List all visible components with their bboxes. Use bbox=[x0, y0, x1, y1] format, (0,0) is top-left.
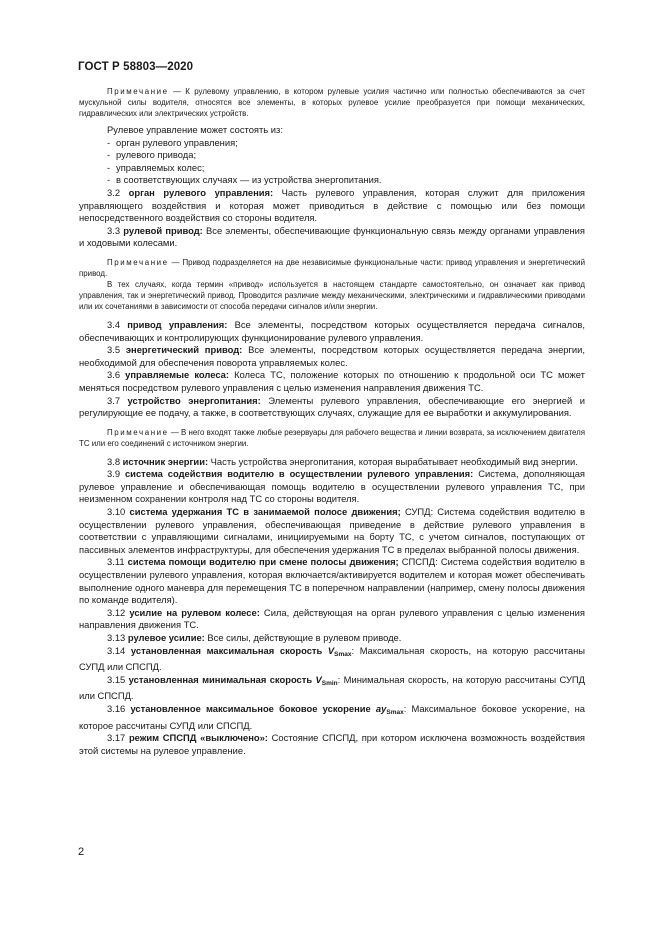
definition-3-2: 3.2 орган рулевого управления: Часть рулевого управления, которая служит для приложения управляющего воздействия и которая может приводиться в действие с помощью или без помощи непосредственного воздействия со стороны водителя. bbox=[79, 186, 586, 224]
definition-3-16: 3.16 установленное максимальное боковое ускорение $ay_{Smax}$: Максимальное боковое ускорение, на которое рассчитаны СУПД или СПСПД. bbox=[79, 702, 586, 731]
document-body bbox=[79, 86, 585, 757]
page-number: 2 bbox=[78, 846, 85, 858]
note-energy-supply: Примечание — В него входят также любые резервуары для рабочего вещества и линии возврата, за исключением двигателя ТС или его соединений с источником энергии. bbox=[79, 427, 585, 448]
list-item: - орган рулевого управления; bbox=[107, 136, 238, 148]
note-steering: Примечание — К рулевому управлению, в котором рулевые усилия частично или полностью обеспечиваются за счет мускульной силы водителя, относятся все элементы, в которых рулевое усилие преобразуется при помощи механических, гидравлических или электрических устройств. bbox=[79, 87, 585, 118]
note-label: Примечание bbox=[107, 257, 169, 267]
definition-3-4: 3.4 привод управления: Все элементы, посредством которых осуществляется передача сигналов, обеспечивающих и контролирующих функционирование рулевого управления. bbox=[79, 318, 585, 343]
list-item: - рулевого привода; bbox=[107, 149, 197, 161]
definition-3-9: 3.9 система содействия водителю в осуществлении рулевого управления: Система, дополняющая рулевое управление и обеспечивающая помощь водителю в осуществлении рулевого управления ТС, при неизменном сохранении контроля над ТС со стороны водителя. bbox=[79, 468, 586, 505]
note-label: Примечание bbox=[107, 87, 169, 96]
list-item: - управляемых колес; bbox=[107, 161, 205, 173]
definition-3-17: 3.17 режим СПСПД «выключено»: Состояние СПСПД, при котором исключена возможность воздействия этой системы на рулевое управление. bbox=[79, 732, 586, 756]
definition-3-5: 3.5 энергетический привод: Все элементы, посредством которых осуществляется передача энергии, необходимой для обеспечения поворота управляемых колес. bbox=[79, 344, 585, 368]
note-drive-continued: В тех случаях, когда термин «привод» используется в настоящем стандарте самостоятельно, он означает как привод управления, так и энергетический привод. Проводится различие между механическими, электрическими и гидравлическими приводами или их сочетаниями в зависимости от способа передачи сигналов и/или энергии. bbox=[79, 279, 585, 311]
definition-3-8: 3.8 источник энергии: Часть устройства энергопитания, которая вырабатывает необходимый вид энергии. bbox=[107, 455, 578, 467]
note-drive: Примечание — Привод подразделяется на две независимые функциональные части: привод управления и энергетический привод. bbox=[79, 257, 585, 278]
paragraph-intro: Рулевое управление может состоять из: bbox=[107, 124, 283, 135]
definition-3-7: 3.7 устройство энергопитания: Элементы рулевого управления, обеспечивающие его энергией и регулирующие ее подачу, а также, в соответствующих случаях, служащие для ее выработки и аккумулирования. bbox=[79, 394, 585, 419]
definition-3-15: 3.15 установленная минимальная скорость $V_{Smin}$: Минимальная скорость, на которую рассчитаны СУПД или СПСПД. bbox=[79, 673, 585, 702]
definition-3-11: 3.11 система помощи водителю при смене полосы движения; СПСПД: Система содействия водителю в осуществлении рулевого управления, которая включается/активируется водителем и которая может обеспечивать выполнение одного маневра для перемещения ТС в поперечном направлении (например, смену полосы движения по команде водителя). bbox=[79, 556, 585, 606]
definition-3-14: 3.14 установленная максимальная скорость $V_{Smax}$: Максимальная скорость, на которую рассчитаны СУПД или СПСПД. bbox=[79, 644, 585, 673]
note-label: Примечание bbox=[107, 427, 169, 437]
document-header: ГОСТ Р 58803—2020 bbox=[78, 61, 194, 73]
list-item: - в соответствующих случаях — из устройства энергопитания. bbox=[107, 174, 382, 186]
definition-3-10: 3.10 система удержания ТС в занимаемой полосе движения; СУПД: Система содействия водителю в осуществлении рулевого управления, обеспечивающая приведение в действие рулевого управления в соответствии с управляющими сигналами, инициируемыми на борту ТС, с учетом сигналов, поступающих от пассивных элементов инфраструктуры, для обеспечения удержания ТС в пределах выбранной полосы движения. bbox=[79, 506, 586, 555]
definition-3-3: 3.3 рулевой привод: Все элементы, обеспечивающие функциональную связь между органами управления и ходовыми колесами. bbox=[79, 224, 585, 249]
definition-3-12: 3.12 усилие на рулевом колесе: Сила, действующая на орган рулевого управления с целью изменения направления движения ТС. bbox=[79, 606, 585, 631]
definition-3-6: 3.6 управляемые колеса: Колеса ТС, положение которых по отношению к продольной оси ТС может меняться посредством рулевого управления с целью изменения направления движения ТС. bbox=[79, 369, 585, 393]
definition-3-13: 3.13 рулевое усилие: Все силы, действующие в рулевом приводе. bbox=[107, 632, 402, 643]
